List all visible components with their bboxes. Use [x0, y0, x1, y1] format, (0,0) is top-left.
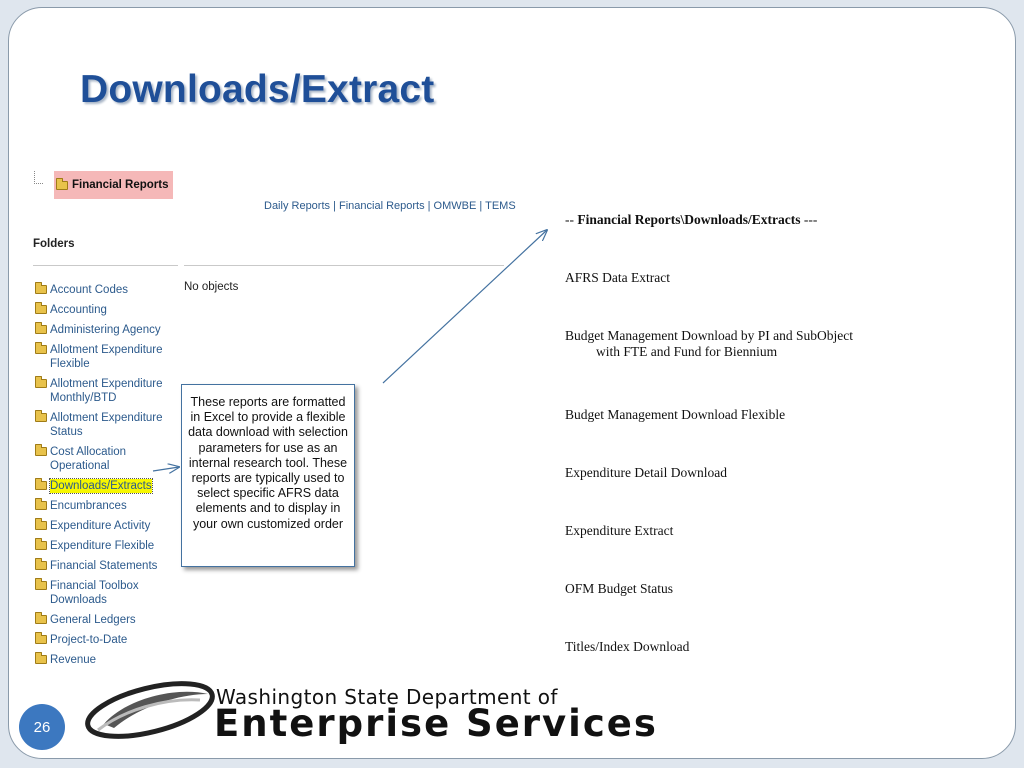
folder-item-financial-toolbox-downloads[interactable] — [35, 579, 175, 607]
folder-label[interactable]: General Ledgers — [50, 614, 136, 626]
folder-icon — [35, 285, 47, 294]
list-item[interactable] — [565, 328, 853, 360]
folder-icon — [35, 635, 47, 644]
folder-item-allotment-expenditure-monthly-btd[interactable] — [35, 377, 175, 405]
folder-icon — [35, 305, 47, 314]
folder-icon — [35, 561, 47, 570]
tree-connector — [34, 171, 43, 184]
folder-item-allotment-expenditure-flexible[interactable] — [35, 343, 175, 371]
divider — [184, 265, 504, 266]
folder-label[interactable]: Allotment Expenditure Status — [50, 412, 163, 438]
folder-item-downloads-extracts[interactable] — [35, 479, 175, 493]
header-prefix: -- — [565, 212, 578, 227]
folder-label[interactable]: Expenditure Activity — [50, 520, 151, 532]
folder-icon — [35, 379, 47, 388]
divider — [33, 265, 178, 266]
list-item-line: Budget Management Download by PI and SubObject — [565, 328, 853, 343]
callout-box: These reports are formatted in Excel to provide a flexible data download with selection parameters for use as an internal research tool. These reports are typically used to select specific AFRS data elements and to display in your own customized order — [181, 384, 355, 567]
folder-icon — [56, 181, 68, 190]
list-item[interactable]: OFM Budget Status — [565, 581, 674, 596]
folder-icon — [35, 325, 47, 334]
financial-reports-node[interactable] — [54, 171, 173, 199]
page-number-badge: 26 — [19, 704, 65, 750]
folder-label[interactable]: Financial Toolbox Downloads — [50, 580, 139, 606]
folder-icon — [35, 521, 47, 530]
folder-item-administering-agency[interactable] — [35, 323, 175, 337]
tree-root-label: Financial Reports — [72, 179, 169, 191]
no-objects-text: No objects — [184, 281, 239, 293]
header-suffix: --- — [800, 212, 818, 227]
folder-label[interactable]: Encumbrances — [50, 500, 127, 512]
folders-heading: Folders — [33, 238, 75, 250]
folder-label[interactable]: Accounting — [50, 304, 107, 316]
folder-icon — [35, 655, 47, 664]
folder-item-expenditure-activity[interactable] — [35, 519, 175, 533]
logo-line1: Washington State Department of — [216, 685, 558, 709]
folder-item-cost-allocation-operational[interactable] — [35, 445, 175, 473]
folder-icon — [35, 541, 47, 550]
folder-label[interactable]: Allotment Expenditure Monthly/BTD — [50, 378, 163, 404]
folder-icon — [35, 501, 47, 510]
folder-item-general-ledgers[interactable] — [35, 613, 175, 627]
folder-item-financial-statements[interactable] — [35, 559, 175, 573]
list-item[interactable]: AFRS Data Extract — [565, 270, 670, 285]
folder-icon — [35, 447, 47, 456]
folder-item-account-codes[interactable] — [35, 283, 175, 297]
folder-list — [35, 283, 175, 673]
folder-label[interactable]: Administering Agency — [50, 324, 161, 336]
list-item[interactable]: Expenditure Detail Download — [565, 465, 727, 480]
logo-line2: Enterprise Services — [214, 702, 658, 745]
folder-label[interactable]: Financial Statements — [50, 560, 158, 572]
folder-label[interactable]: Account Codes — [50, 284, 128, 296]
folder-label[interactable]: Cost Allocation Operational — [50, 446, 127, 472]
folder-label[interactable]: Project-to-Date — [50, 634, 128, 646]
folder-label[interactable]: Expenditure Flexible — [50, 540, 155, 552]
folder-icon — [35, 481, 47, 490]
folder-item-allotment-expenditure-status[interactable] — [35, 411, 175, 439]
folder-icon — [35, 615, 47, 624]
folder-item-accounting[interactable] — [35, 303, 175, 317]
list-header — [565, 212, 817, 228]
folder-icon — [35, 345, 47, 354]
folder-icon — [35, 413, 47, 422]
folder-label[interactable]: Allotment Expenditure Flexible — [50, 344, 163, 370]
header-path: Financial Reports\Downloads/Extracts — [577, 212, 801, 227]
folder-item-expenditure-flexible[interactable] — [35, 539, 175, 553]
folder-label[interactable]: Revenue — [50, 654, 97, 666]
folder-item-encumbrances[interactable] — [35, 499, 175, 513]
folder-icon — [35, 581, 47, 590]
list-item[interactable]: Expenditure Extract — [565, 523, 674, 538]
top-nav-links[interactable]: Daily Reports | Financial Reports | OMWBE | TEMS — [264, 200, 516, 212]
list-item[interactable]: Budget Management Download Flexible — [565, 407, 786, 422]
folder-label[interactable]: Downloads/Extracts — [50, 480, 152, 492]
slide-title: Downloads/Extract — [80, 68, 435, 111]
list-item-line: with FTE and Fund for Biennium — [596, 344, 778, 359]
list-item[interactable]: Titles/Index Download — [565, 639, 690, 654]
folder-item-revenue[interactable] — [35, 653, 175, 667]
folder-item-project-to-date[interactable] — [35, 633, 175, 647]
